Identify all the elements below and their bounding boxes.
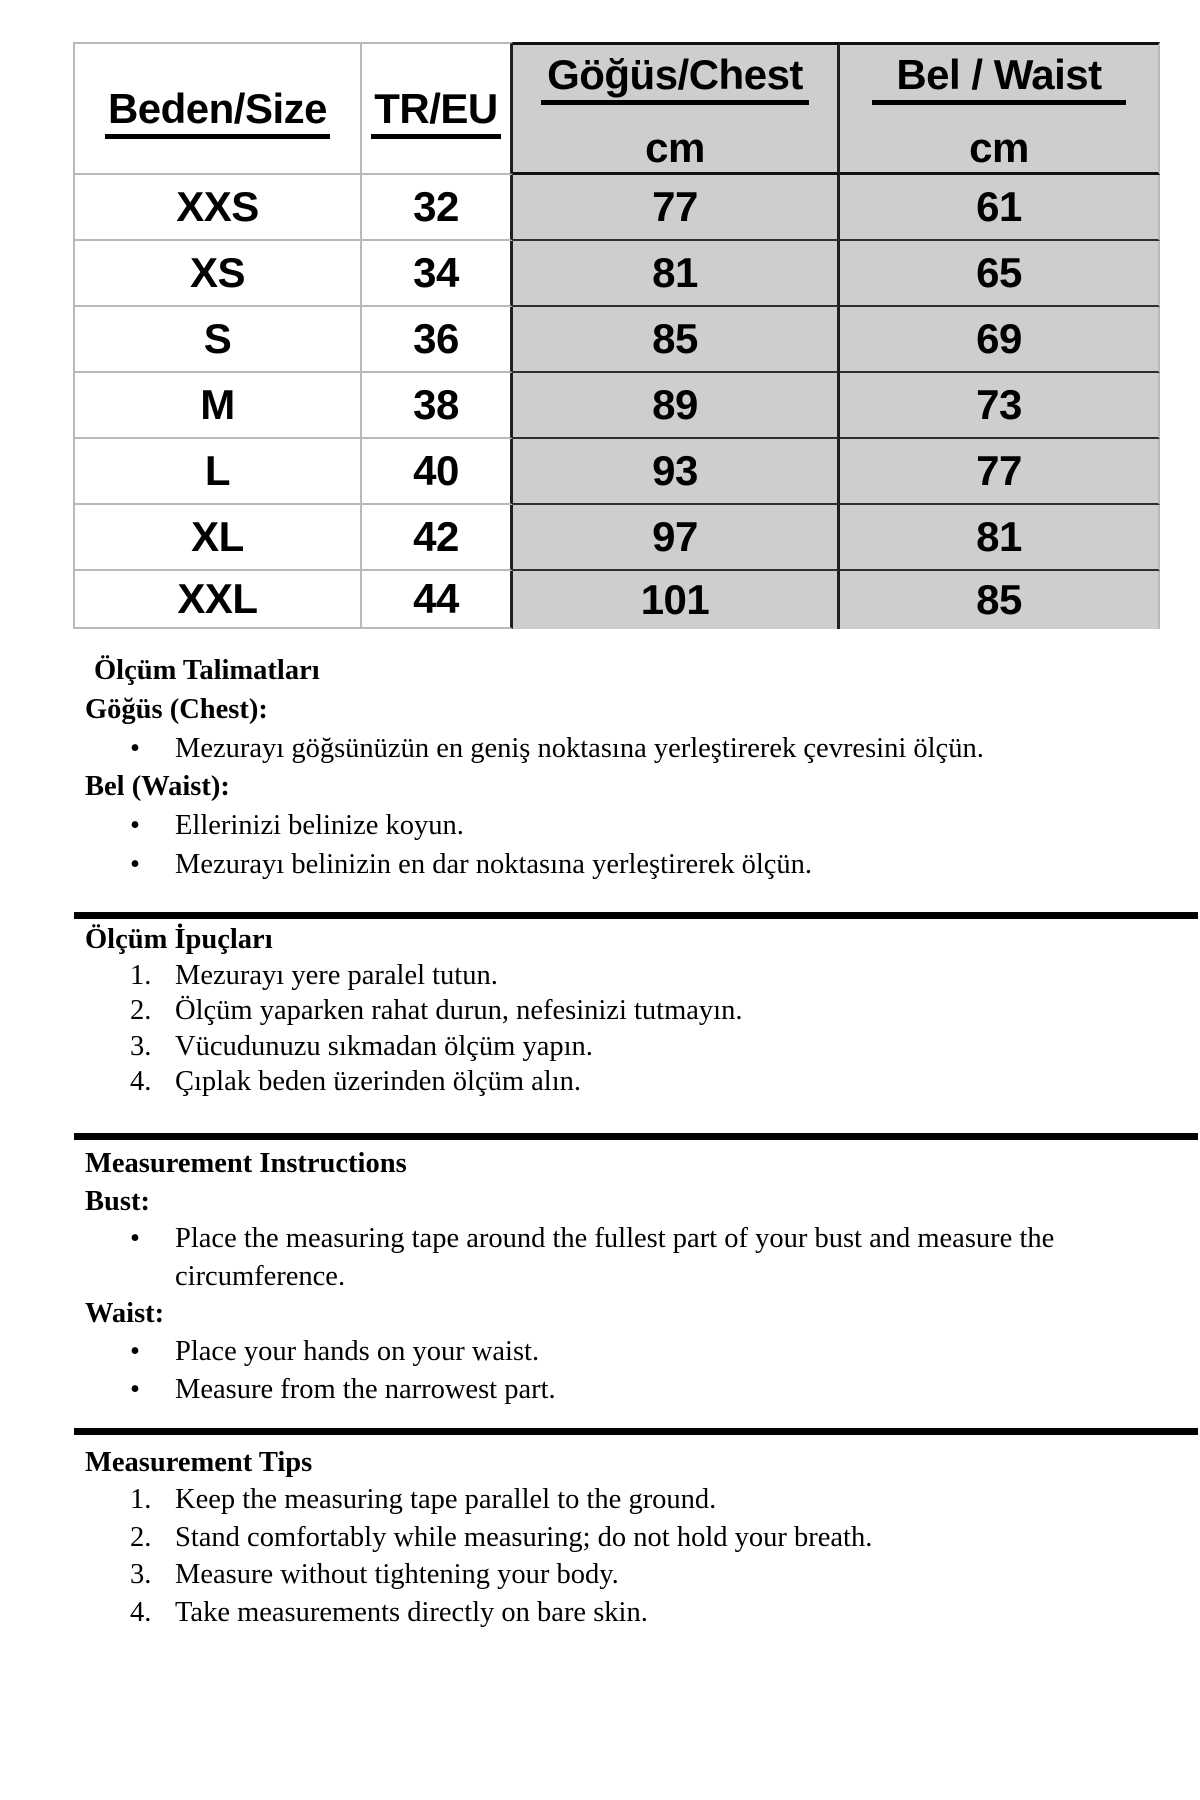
list-item	[85, 1556, 1190, 1593]
list-item-text: Ellerinizi belinize koyun.	[175, 810, 464, 842]
table-cell-tr_eu	[362, 439, 513, 505]
cell-value: 40	[413, 447, 459, 494]
cell-value: 42	[413, 513, 459, 560]
list-item	[85, 1064, 1190, 1100]
list-item-text: Mezurayı yere paralel tutun.	[175, 959, 498, 991]
cell-value: 34	[413, 249, 459, 296]
list-item	[85, 846, 1190, 885]
table-cell-waist_cm	[840, 439, 1160, 505]
table-cell-size	[73, 373, 362, 439]
item-number: 3.	[130, 1559, 152, 1591]
table-cell-waist_cm	[840, 571, 1160, 629]
list-item	[85, 730, 1190, 769]
table-cell-size	[73, 241, 362, 307]
cell-value: 77	[652, 183, 698, 230]
table-cell-waist_cm	[840, 175, 1160, 241]
list-item-text: Vücudunuzu sıkmadan ölçüm yapın.	[175, 1030, 593, 1062]
table-cell-chest_cm	[513, 175, 840, 241]
table-cell-tr_eu	[362, 307, 513, 373]
table-cell-tr_eu	[362, 241, 513, 307]
list-item	[85, 1029, 1190, 1065]
list-item-text: Place the measuring tape around the fullest part of your bust and measure the circumference.	[175, 1223, 1055, 1292]
item-number: 3.	[130, 1030, 152, 1062]
table-cell-size	[73, 439, 362, 505]
list-item-text: Take measurements directly on bare skin.	[175, 1596, 648, 1628]
cell-value: 81	[652, 249, 698, 296]
cell-value: 36	[413, 315, 459, 362]
table-header-waist_cm	[840, 42, 1160, 175]
size-table	[73, 42, 1160, 631]
item-number: 1.	[130, 959, 152, 991]
table-cell-waist_cm	[840, 241, 1160, 307]
item-number: 4.	[130, 1596, 152, 1628]
table-cell-tr_eu	[362, 571, 513, 629]
list-item	[85, 1519, 1190, 1556]
table-cell-waist_cm	[840, 373, 1160, 439]
section-heading: Measurement Tips	[85, 1447, 313, 1478]
cell-value: 85	[652, 315, 698, 362]
list-item-text: Keep the measuring tape parallel to the ground.	[175, 1484, 717, 1516]
list-item	[85, 1220, 1190, 1295]
list-item	[85, 993, 1190, 1029]
section-divider-rule	[74, 1133, 1198, 1140]
table-cell-tr_eu	[362, 175, 513, 241]
table-cell-size	[73, 571, 362, 629]
list-item	[85, 1371, 1190, 1409]
list-item	[85, 1333, 1190, 1371]
column-unit-label: cm	[645, 124, 705, 171]
list-item	[85, 1481, 1190, 1518]
list-item-text: Mezurayı göğsünüzün en geniş noktasına yerleştirerek çevresini ölçün.	[175, 732, 984, 764]
bullet-icon: •	[130, 732, 140, 764]
column-unit-label: cm	[969, 124, 1029, 171]
table-cell-chest_cm	[513, 505, 840, 571]
table-cell-chest_cm	[513, 571, 840, 629]
section-heading: Ölçüm İpuçları	[85, 924, 273, 955]
section-olcum-talimatlari	[85, 652, 1190, 885]
table-cell-tr_eu	[362, 373, 513, 439]
cell-value: 77	[976, 447, 1022, 494]
cell-value: 44	[413, 575, 459, 622]
table-cell-chest_cm	[513, 241, 840, 307]
item-number: 2.	[130, 995, 152, 1027]
cell-value: XXS	[176, 183, 259, 230]
cell-value: 89	[652, 381, 698, 428]
list-item-text: Stand comfortably while measuring; do not hold your breath.	[175, 1521, 873, 1553]
list-item-text: Ölçüm yaparken rahat durun, nefesinizi tutmayın.	[175, 995, 743, 1027]
list-item-text: Measure from the narrowest part.	[175, 1373, 556, 1405]
bullet-icon: •	[130, 1335, 140, 1367]
cell-value: 85	[976, 576, 1022, 623]
bullet-icon: •	[130, 1373, 140, 1405]
table-cell-size	[73, 505, 362, 571]
section-divider-rule	[74, 1428, 1198, 1435]
list-item-text: Measure without tightening your body.	[175, 1559, 619, 1591]
table-cell-waist_cm	[840, 307, 1160, 373]
cell-value: 32	[413, 183, 459, 230]
cell-value: 65	[976, 249, 1022, 296]
cell-value: 97	[652, 513, 698, 560]
cell-value: XXL	[177, 575, 258, 622]
list-item	[85, 807, 1190, 846]
sub-label: Waist:	[85, 1298, 165, 1330]
column-header-label: Bel / Waist	[872, 54, 1125, 105]
cell-value: M	[200, 381, 235, 428]
table-header-size	[73, 42, 362, 175]
cell-value: 38	[413, 381, 459, 428]
list-item-text: Place your hands on your waist.	[175, 1335, 540, 1367]
table-cell-size	[73, 307, 362, 373]
cell-value: 69	[976, 315, 1022, 362]
section-divider-rule	[74, 912, 1198, 919]
table-cell-chest_cm	[513, 307, 840, 373]
item-number: 2.	[130, 1521, 152, 1553]
cell-value: 81	[976, 513, 1022, 560]
section-heading: Ölçüm Talimatları	[94, 655, 320, 686]
column-header-label: Beden/Size	[105, 78, 330, 139]
list-item	[85, 958, 1190, 994]
list-item-text: Mezurayı belinizin en dar noktasına yerleştirerek ölçün.	[175, 848, 813, 880]
table-header-chest_cm	[513, 42, 840, 175]
table-cell-tr_eu	[362, 505, 513, 571]
cell-value: S	[203, 315, 232, 362]
item-number: 4.	[130, 1066, 152, 1098]
bullet-icon: •	[130, 810, 140, 842]
sub-label: Bel (Waist):	[85, 771, 230, 803]
sub-label: Göğüs (Chest):	[85, 693, 268, 725]
section-heading: Measurement Instructions	[85, 1148, 407, 1179]
table-header-tr_eu	[362, 42, 513, 175]
list-item-text: Çıplak beden üzerinden ölçüm alın.	[175, 1066, 581, 1098]
cell-value: 101	[640, 576, 710, 623]
sub-label: Bust:	[85, 1185, 150, 1217]
table-cell-waist_cm	[840, 505, 1160, 571]
cell-value: 93	[652, 447, 698, 494]
cell-value: XS	[189, 249, 246, 296]
table-cell-chest_cm	[513, 439, 840, 505]
bullet-icon: •	[130, 1223, 140, 1255]
item-number: 1.	[130, 1484, 152, 1516]
column-header-label: TR/EU	[371, 78, 501, 139]
table-cell-chest_cm	[513, 373, 840, 439]
list-item	[85, 1594, 1190, 1631]
column-header-label: Göğüs/Chest	[541, 54, 809, 105]
bullet-icon: •	[130, 848, 140, 880]
cell-value: L	[204, 447, 231, 494]
cell-value: 61	[976, 183, 1022, 230]
cell-value: 73	[976, 381, 1022, 428]
cell-value: XL	[191, 513, 244, 560]
section-measurement-tips	[85, 1444, 1190, 1631]
table-cell-size	[73, 175, 362, 241]
section-measurement-instructions	[85, 1145, 1190, 1408]
section-olcum-ipuclari	[85, 922, 1190, 1100]
